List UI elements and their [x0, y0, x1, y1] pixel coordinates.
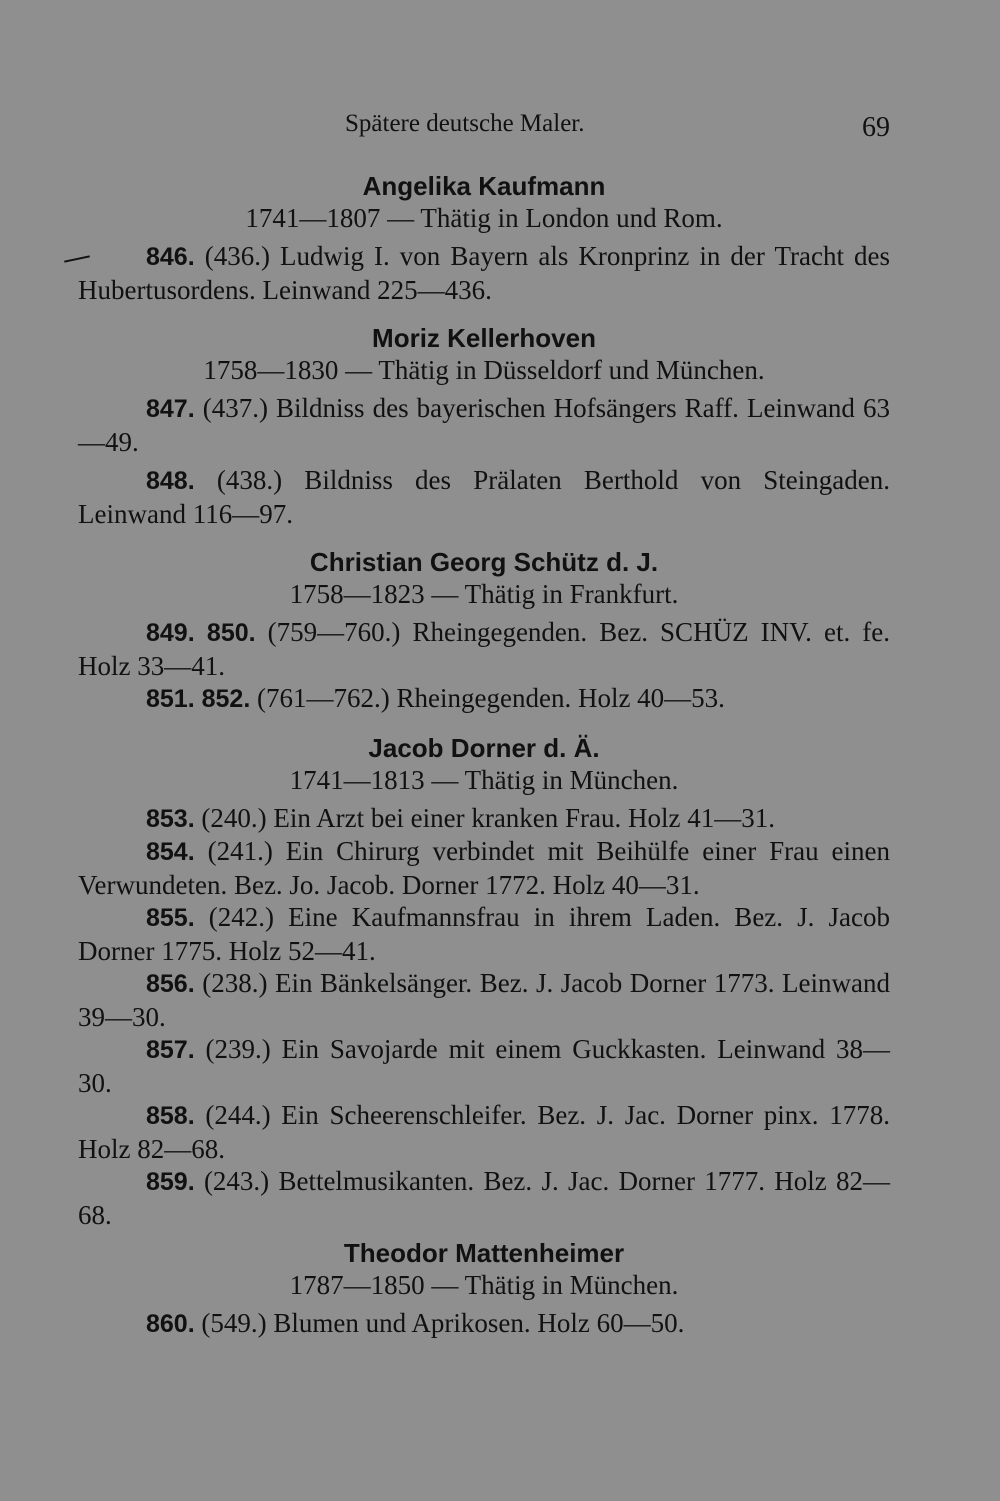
entry-text: (759—760.) Rheingegenden. Bez. SCHÜZ INV. et. fe. Holz 33—41. — [78, 617, 891, 681]
entry-text: (243.) Bettelmusikanten. Bez. J. Jac. Dorner 1777. Holz 82—68. — [78, 1166, 890, 1230]
artist-heading: Jacob Dorner d. Ä. — [368, 732, 600, 763]
artist-dates: 1758—1823 — Thätig in Frankfurt. — [289, 579, 679, 609]
artist-dates: 1741—1813 — Thätig in München. — [289, 764, 679, 795]
entry-text: (549.) Blumen und Aprikosen. Holz 60—50. — [194, 1308, 685, 1338]
artist-heading: Angelika Kaufmann — [362, 171, 606, 201]
entry-number: 856. — [146, 970, 195, 998]
page-number: 69 — [862, 112, 890, 143]
entry-text: (238.) Ein Bänkelsänger. Bez. J. Jacob Dorner 1773. Leinwand 39—30. — [78, 968, 890, 1032]
entry-text: (436.) Ludwig I. von Bayern als Kronprinz in der Tracht des Hubertusordens. Leinwand 225—436. — [78, 241, 890, 305]
artist-dates: 1787—1850 — Thätig in München. — [289, 1270, 679, 1300]
catalog-entry — [78, 1165, 890, 1231]
catalog-entry — [78, 464, 890, 530]
entry-text: (240.) Ein Arzt bei einer kranken Frau. Holz 41—31. — [194, 802, 776, 833]
entry-text: (244.) Ein Scheerenschleifer. Bez. J. Jac. Dorner pinx. 1778. Holz 82—68. — [78, 1100, 890, 1164]
entry-number: 851. 852. — [146, 685, 251, 713]
catalog-entry — [78, 901, 890, 967]
entry-text: (239.) Ein Savojarde mit einem Guckkasten. Leinwand 38—30. — [78, 1034, 890, 1098]
catalog-entry — [78, 1099, 890, 1165]
entry-text: (438.) Bildniss des Prälaten Berthold von Steingaden. Leinwand 116—97. — [78, 465, 890, 529]
entry-number: 853. — [146, 804, 195, 833]
entry-number: 846. — [146, 243, 195, 271]
artist-dates: 1741—1807 — Thätig in London und Rom. — [245, 203, 723, 233]
entry-text: (437.) Bildniss des bayerischen Hofsängers Raff. Leinwand 63—49. — [78, 393, 890, 457]
entry-text: (241.) Ein Chirurg verbindet mit Beihülfe einer Frau einen Verwundeten. Bez. Jo. Jacob. Dorner 1772. Holz 40—31. — [78, 836, 890, 900]
catalog-content — [78, 170, 890, 1341]
entry-text: (761—762.) Rheingegenden. Holz 40—53. — [250, 683, 725, 713]
entry-number: 859. — [146, 1168, 195, 1196]
running-title: Spätere deutsche Maler. — [345, 110, 585, 137]
catalog-entry — [78, 1033, 890, 1099]
catalog-entry — [78, 240, 890, 306]
artist-dates: 1758—1830 — Thätig in Düsseldorf und München. — [203, 355, 765, 385]
entry-number: 849. 850. — [146, 619, 256, 647]
entry-number: 848. — [146, 467, 195, 495]
catalog-entry — [78, 835, 890, 901]
catalog-entry — [78, 392, 890, 458]
catalog-entry — [78, 1307, 890, 1341]
catalog-entry — [78, 802, 890, 836]
catalog-entry — [78, 967, 890, 1033]
entry-number: 854. — [146, 838, 195, 866]
entry-number: 860. — [146, 1310, 195, 1338]
entry-text: (242.) Eine Kaufmannsfrau in ihrem Laden. Bez. J. Jacob Dorner 1775. Holz 52—41. — [78, 902, 890, 966]
entry-number: 847. — [146, 395, 195, 423]
entry-number: 857. — [146, 1036, 195, 1064]
artist-heading: Theodor Mattenheimer — [343, 1238, 625, 1268]
catalog-entry — [78, 682, 890, 716]
artist-heading: Christian Georg Schütz d. J. — [309, 547, 659, 577]
entry-number: 858. — [146, 1102, 195, 1130]
catalog-entry — [78, 616, 890, 682]
entry-number: 855. — [146, 904, 195, 932]
running-header — [78, 110, 890, 146]
artist-heading: Moriz Kellerhoven — [372, 323, 596, 353]
